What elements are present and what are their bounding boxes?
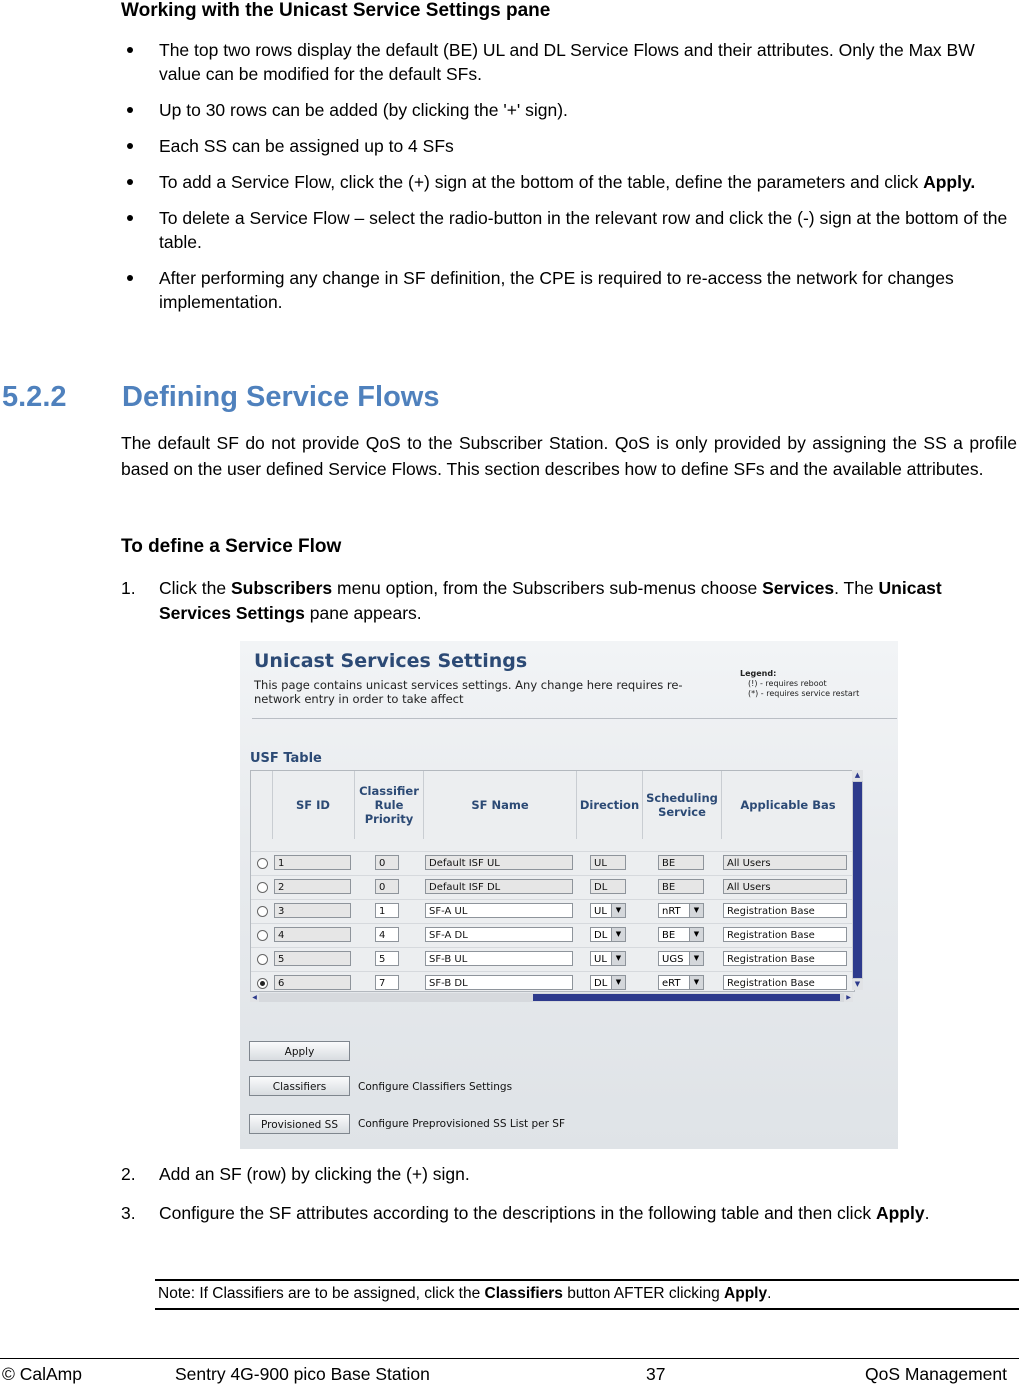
screenshot-title: Unicast Services Settings	[254, 650, 528, 672]
table-row	[251, 875, 854, 899]
scroll-right-icon[interactable]: ▶	[844, 993, 853, 1002]
sf-name-field[interactable]: SF-B UL	[425, 951, 573, 966]
column-header: Applicable Bas	[740, 798, 836, 812]
chevron-down-icon: ▼	[689, 904, 703, 917]
sf-id-field[interactable]: 1	[274, 855, 351, 870]
horizontal-scrollbar[interactable]	[250, 993, 853, 1002]
unicast-services-screenshot	[240, 641, 898, 1149]
bullet-dot	[127, 179, 133, 185]
row-radio[interactable]	[257, 882, 268, 893]
provisioned-ss-description: Configure Preprovisioned SS List per SF	[358, 1118, 566, 1130]
provisioned-ss-button[interactable]: Provisioned SS	[249, 1114, 350, 1134]
bullet-dot	[127, 215, 133, 221]
priority-field[interactable]: 4	[375, 927, 399, 942]
footer-copyright: © CalAmp	[2, 1364, 82, 1384]
bullet-item: Up to 30 rows can be added (by clicking the '+' sign).	[121, 98, 1017, 122]
chevron-down-icon: ▼	[611, 928, 625, 941]
priority-field[interactable]: 0	[375, 879, 399, 894]
pane-heading: Working with the Unicast Service Settings pane	[121, 0, 551, 21]
bullet-dot	[127, 107, 133, 113]
bullet-dot	[127, 47, 133, 53]
bullet-list	[121, 38, 1017, 326]
select-column-header	[251, 771, 273, 839]
intro-paragraph: The default SF do not provide QoS to the Subscriber Station. QoS is only provided by assigning the SS a profile based on the user defined Service Flows. This section describes how to define SFs and the available attributes.	[121, 433, 1017, 479]
scroll-left-icon[interactable]: ◀	[250, 993, 259, 1002]
scroll-thumb[interactable]	[853, 782, 862, 978]
direction-field: UL	[590, 855, 626, 870]
bullet-item: To delete a Service Flow – select the radio-button in the relevant row and click the (-) sign at the bottom of the table.	[121, 206, 1017, 254]
bullet-item: The top two rows display the default (BE) UL and DL Service Flows and their attributes. Only the Max BW value can be modified for the default SFs.	[121, 38, 1017, 86]
procedure-title: To define a Service Flow	[121, 536, 342, 557]
chevron-down-icon: ▼	[611, 952, 625, 965]
scroll-down-icon[interactable]: ▼	[852, 979, 863, 990]
applicable-field: All Users	[723, 855, 847, 870]
step-1: 1. Click the Subscribers menu option, from the Subscribers sub-menus choose Services. The Unicast Services Settings pane appears.	[121, 578, 942, 623]
scheduling-select[interactable]: BE ▼	[658, 927, 704, 942]
sf-name-field[interactable]: SF-A UL	[425, 903, 573, 918]
section-title: Defining Service Flows	[122, 381, 440, 413]
classifiers-button[interactable]: Classifiers	[249, 1076, 350, 1096]
column-header: Classifier Rule Priority	[355, 771, 424, 839]
row-radio[interactable]	[257, 978, 268, 989]
footer-chapter: QoS Management	[864, 1364, 1007, 1384]
usf-table	[250, 770, 855, 992]
bullet-dot	[127, 275, 133, 281]
sf-id-field[interactable]: 5	[274, 951, 351, 966]
applicable-field[interactable]: Registration Base	[723, 951, 847, 966]
applicable-field[interactable]: Registration Base	[723, 903, 847, 918]
classifiers-description: Configure Classifiers Settings	[358, 1081, 513, 1093]
row-radio[interactable]	[257, 858, 268, 869]
sf-name-field[interactable]: SF-B DL	[425, 975, 573, 990]
direction-select[interactable]: UL ▼	[590, 951, 626, 966]
direction-select[interactable]: DL ▼	[590, 975, 626, 990]
column-header: SF Name	[424, 771, 577, 839]
chevron-down-icon: ▼	[611, 976, 625, 989]
sf-id-field[interactable]: 2	[274, 879, 351, 894]
scheduling-field: BE	[658, 855, 704, 870]
applicable-field: All Users	[723, 879, 847, 894]
scroll-thumb[interactable]	[533, 994, 840, 1001]
column-header: Scheduling Service	[643, 771, 722, 839]
step-2: 2. Add an SF (row) by clicking the (+) sign.	[121, 1164, 470, 1184]
applicable-field[interactable]: Registration Base	[723, 975, 847, 990]
sf-name-field[interactable]: SF-A DL	[425, 927, 573, 942]
sf-id-field[interactable]: 4	[274, 927, 351, 942]
priority-field[interactable]: 7	[375, 975, 399, 990]
chevron-down-icon: ▼	[689, 928, 703, 941]
table-row	[251, 947, 854, 971]
usf-table-title: USF Table	[250, 751, 322, 766]
sf-id-field[interactable]: 3	[274, 903, 351, 918]
chevron-down-icon: ▼	[689, 952, 703, 965]
scheduling-field: BE	[658, 879, 704, 894]
priority-field[interactable]: 0	[375, 855, 399, 870]
direction-select[interactable]: UL ▼	[590, 903, 626, 918]
row-radio[interactable]	[257, 906, 268, 917]
direction-field: DL	[590, 879, 626, 894]
column-header: SF ID	[272, 771, 355, 839]
sf-name-field[interactable]: Default ISF DL	[425, 879, 573, 894]
bullet-item: After performing any change in SF definition, the CPE is required to re-access the network for changes implementation.	[121, 266, 1017, 314]
scroll-up-icon[interactable]: ▲	[852, 770, 863, 781]
footer-page-number: 37	[646, 1364, 666, 1384]
table-row	[251, 899, 854, 923]
chevron-down-icon: ▼	[611, 904, 625, 917]
sf-name-field[interactable]: Default ISF UL	[425, 855, 573, 870]
row-radio[interactable]	[257, 954, 268, 965]
sf-id-field[interactable]: 6	[274, 975, 351, 990]
applicable-field[interactable]: Registration Base	[723, 927, 847, 942]
bullet-dot	[127, 143, 133, 149]
priority-field[interactable]: 1	[375, 903, 399, 918]
bullet-item: Each SS can be assigned up to 4 SFs	[121, 134, 1017, 158]
footer-document: Sentry 4G-900 pico Base Station	[175, 1364, 430, 1384]
bullet-item: To add a Service Flow, click the (+) sign at the bottom of the table, define the parameters and click Apply.	[121, 170, 1017, 194]
note-bottom-rule	[155, 1308, 1019, 1310]
scheduling-select[interactable]: UGS ▼	[658, 951, 704, 966]
table-row	[251, 923, 854, 947]
divider	[252, 718, 897, 719]
table-row	[251, 971, 854, 992]
legend: Legend: (!) - requires reboot (*) - requires service restart	[740, 669, 860, 698]
scheduling-select[interactable]: nRT ▼	[658, 903, 704, 918]
chevron-down-icon: ▼	[689, 976, 703, 989]
apply-button[interactable]: Apply	[249, 1041, 350, 1061]
priority-field[interactable]: 5	[375, 951, 399, 966]
row-radio[interactable]	[257, 930, 268, 941]
scheduling-select[interactable]: eRT ▼	[658, 975, 704, 990]
section-number: 5.2.2	[2, 381, 67, 413]
direction-select[interactable]: DL ▼	[590, 927, 626, 942]
note-top-rule	[155, 1279, 1019, 1281]
column-header: Direction	[577, 771, 643, 839]
screenshot-description: This page contains unicast services settings. Any change here requires re-network entry in order to take affect	[254, 678, 683, 706]
vertical-scrollbar[interactable]	[852, 770, 863, 990]
step-3: 3. Configure the SF attributes according to the descriptions in the following table and then click Apply.	[121, 1203, 930, 1223]
footer-rule	[0, 1358, 1019, 1359]
table-row	[251, 851, 854, 875]
note: Note: If Classifiers are to be assigned, click the Classifiers button AFTER clicking Apply.	[158, 1285, 772, 1302]
